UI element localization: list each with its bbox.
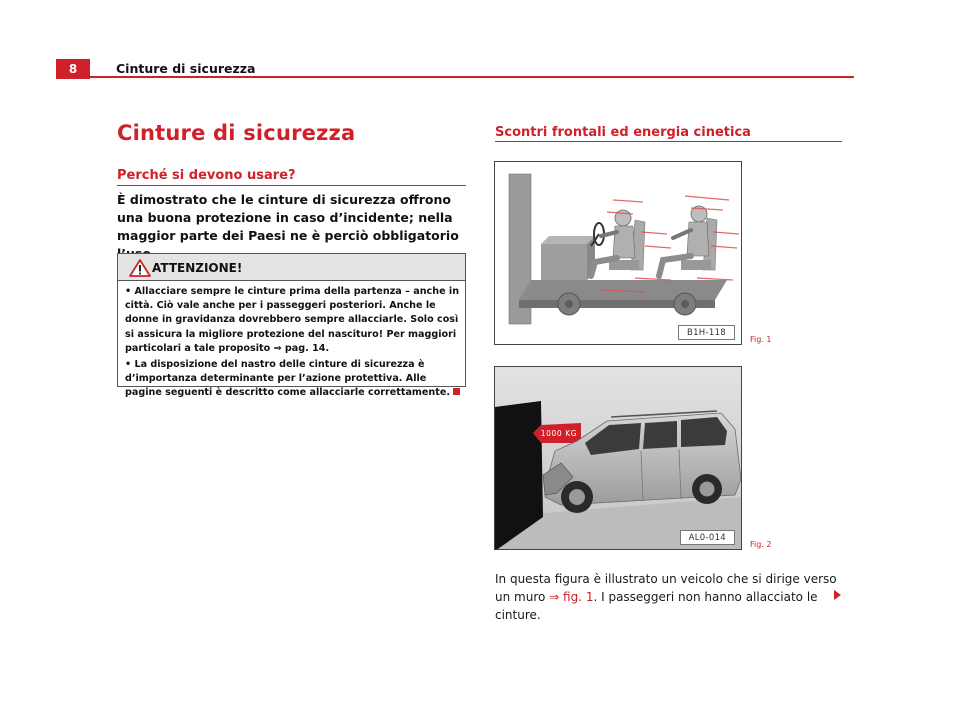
warning-title: ATTENZIONE! bbox=[152, 261, 243, 275]
warning-box bbox=[117, 253, 466, 399]
crash-test-occupants-illustration bbox=[495, 162, 742, 345]
page-number: 8 bbox=[56, 59, 90, 79]
body-text-start: In questa figura è illustrato un veicolo che si dirige verso un muro bbox=[495, 572, 837, 604]
intro-paragraph: È dimostrato che le cinture di sicurezza offrono una buona protezione in caso d’incidente; nella maggior parte dei Paesi ne è perciò obbligatorio bbox=[117, 192, 459, 243]
subheading: Perché si devono usare? bbox=[117, 168, 296, 183]
car-crash-illustration bbox=[495, 367, 742, 550]
section-heading-rule bbox=[495, 141, 842, 142]
body-paragraph bbox=[495, 570, 845, 624]
next-page-arrow-icon bbox=[834, 590, 841, 600]
section-heading: Scontri frontali ed energia cinetica bbox=[495, 125, 751, 140]
page-reference-link[interactable]: ⇒ pag. 14. bbox=[273, 342, 330, 354]
warning-body bbox=[125, 285, 463, 403]
warning-header bbox=[118, 254, 465, 281]
body-text-end: . I passeggeri non hanno allacciato le cinture. bbox=[495, 590, 818, 622]
figure-code: AL0-014 bbox=[680, 530, 735, 545]
page-title: Cinture di sicurezza bbox=[117, 121, 356, 145]
header-section-title: Cinture di sicurezza bbox=[116, 61, 256, 76]
subheading-rule bbox=[117, 185, 466, 186]
figure-2-label: Fig. 2 bbox=[750, 540, 772, 549]
header-rule bbox=[56, 76, 854, 78]
warning-triangle-icon bbox=[129, 259, 151, 277]
end-of-section-square-icon bbox=[453, 388, 460, 395]
warning-item-text: • La disposizione del nastro delle cinture di sicurezza è d’importanza determinante per l’azione protettiva. Alle pagine seguenti è descritto come allacciarle correttamente. bbox=[125, 359, 450, 399]
figure-code: B1H-118 bbox=[678, 325, 735, 340]
figure-1 bbox=[494, 161, 742, 345]
figure-1-label: Fig. 1 bbox=[750, 335, 772, 344]
figure-reference-link[interactable]: ⇒ fig. 1 bbox=[549, 590, 594, 604]
warning-item-text: • Allacciare sempre le cinture prima della partenza – anche in città. Ciò vale anche per i passeggeri posteriori. Anche le donne in gravidanza dovrebbero sempre allacciarle. Solo così si assicura la migliore protezione del nascituro! Per maggiori particolari a tale proposito bbox=[125, 286, 460, 354]
weight-tag-label: 1000 KG bbox=[540, 428, 578, 438]
warning-item bbox=[125, 358, 463, 401]
figure-2 bbox=[494, 366, 742, 550]
warning-item bbox=[125, 285, 463, 356]
